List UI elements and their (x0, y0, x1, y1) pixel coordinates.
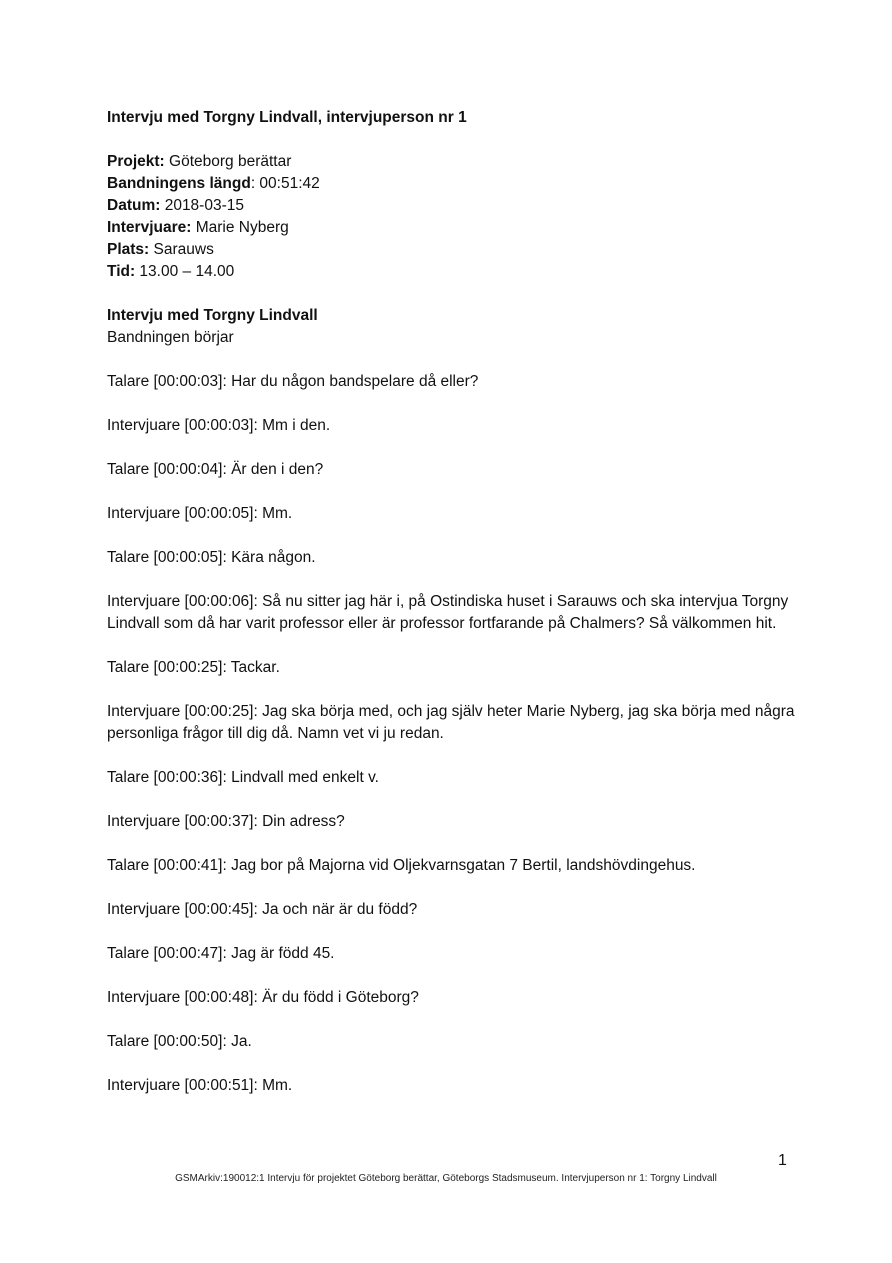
meta-value: Sarauws (149, 241, 214, 258)
section-subtitle: Bandningen börjar (107, 329, 234, 346)
meta-label: Plats: (107, 241, 150, 258)
meta-place (107, 239, 807, 261)
transcript-turn: Talare [00:00:25]: Tackar. (107, 659, 280, 676)
transcript-turn: Intervjuare [00:00:48]: Är du född i Göteborg? (107, 989, 419, 1006)
page-footer: GSMArkiv:190012:1 Intervju för projektet Göteborg berättar, Göteborgs Stadsmuseum. Intervjuperson nr 1: Torgny Lindvall (175, 1173, 717, 1184)
section-title: Intervju med Torgny Lindvall (107, 307, 318, 324)
meta-label: Tid: (107, 263, 136, 280)
meta-label: Bandningens längd (107, 175, 251, 192)
meta-value: 13.00 – 14.00 (135, 263, 235, 280)
meta-value: Göteborg berättar (164, 153, 292, 170)
meta-label: Projekt: (107, 153, 165, 170)
metadata-block (107, 151, 807, 283)
meta-value: 2018-03-15 (160, 197, 244, 214)
transcript-turn: Intervjuare [00:00:51]: Mm. (107, 1077, 293, 1094)
meta-time (107, 261, 807, 283)
meta-interviewer (107, 217, 807, 239)
document-title: Intervju med Torgny Lindvall, intervjuperson nr 1 (107, 109, 467, 126)
transcript-turn: Intervjuare [00:00:25]: Jag ska börja med, och jag själv heter Marie Nyberg, jag ska börja med några personliga frågor till dig då. Namn vet vi ju redan. (107, 703, 795, 742)
meta-label: Intervjuare: (107, 219, 192, 236)
transcript-turn: Intervjuare [00:00:45]: Ja och när är du född? (107, 901, 418, 918)
transcript-turn: Talare [00:00:47]: Jag är född 45. (107, 945, 335, 962)
transcript-turn: Talare [00:00:03]: Har du någon bandspelare då eller? (107, 373, 479, 390)
meta-value: : 00:51:42 (250, 175, 320, 192)
transcript-turn: Talare [00:00:41]: Jag bor på Majorna vid Oljekvarnsgatan 7 Bertil, landshövdingehus. (107, 857, 696, 874)
transcript-turn: Intervjuare [00:00:37]: Din adress? (107, 813, 345, 830)
meta-label: Datum: (107, 197, 161, 214)
meta-value: Marie Nyberg (191, 219, 289, 236)
document-page (107, 107, 807, 1119)
meta-length (107, 173, 807, 195)
page-number: 1 (778, 1152, 787, 1169)
meta-date (107, 195, 807, 217)
transcript-turn: Talare [00:00:04]: Är den i den? (107, 461, 324, 478)
transcript (107, 371, 807, 1097)
transcript-turn: Intervjuare [00:00:06]: Så nu sitter jag här i, på Ostindiska huset i Sarauws och ska intervjua Torgny Lindvall som då har varit professor eller är professor fortfarande på Chalmers? Så välkommen hit. (107, 593, 789, 632)
transcript-turn: Intervjuare [00:00:05]: Mm. (107, 505, 293, 522)
transcript-turn: Talare [00:00:05]: Kära någon. (107, 549, 316, 566)
transcript-turn: Talare [00:00:50]: Ja. (107, 1033, 252, 1050)
transcript-turn: Talare [00:00:36]: Lindvall med enkelt v. (107, 769, 379, 786)
meta-project (107, 151, 807, 173)
transcript-turn: Intervjuare [00:00:03]: Mm i den. (107, 417, 331, 434)
